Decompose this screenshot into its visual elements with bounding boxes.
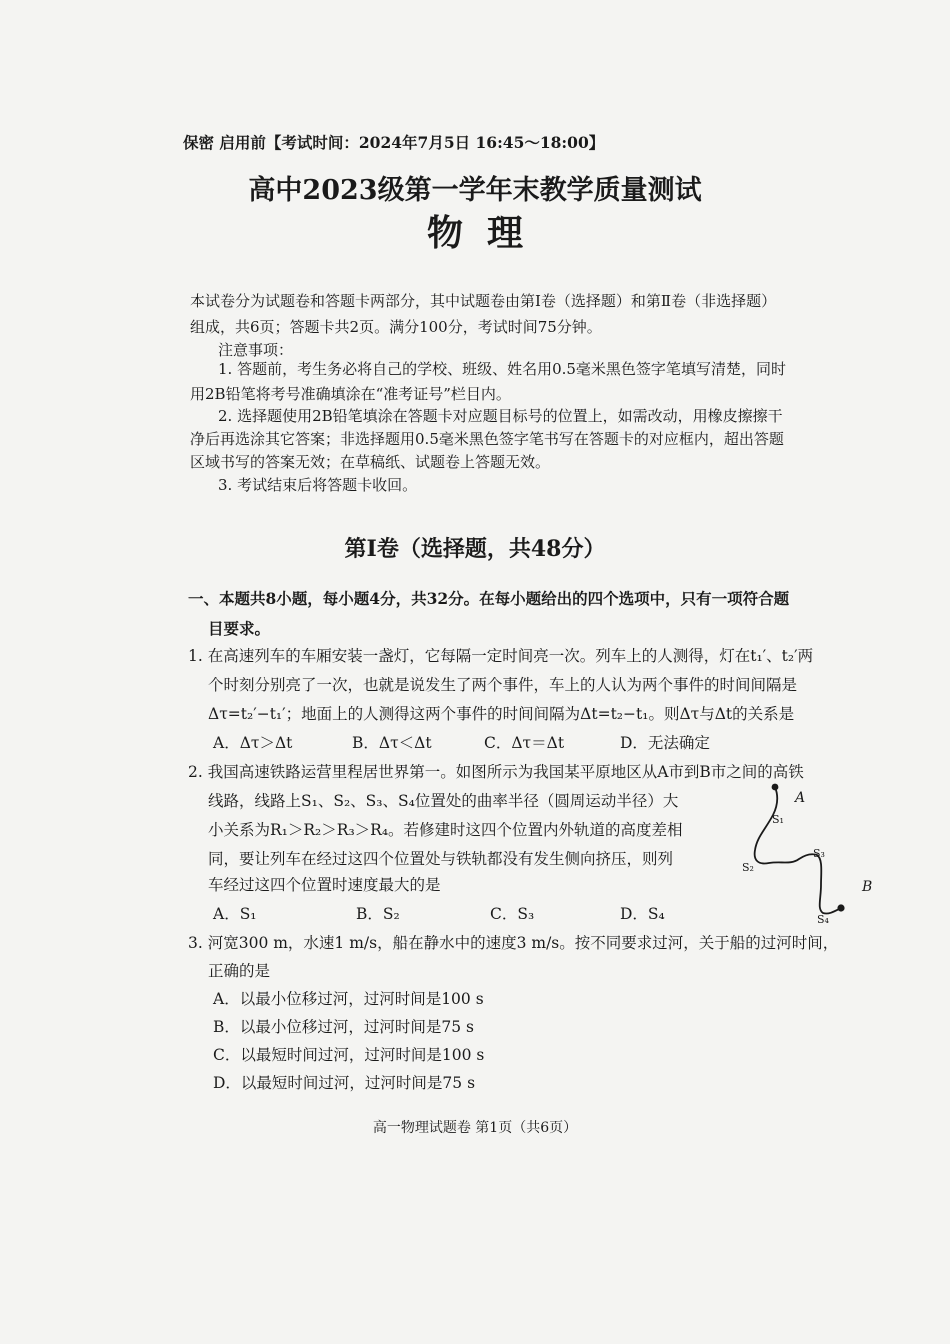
question-1-option-c: C．Δτ＝Δt [484,734,565,752]
intro-line-1: 本试卷分为试题卷和答题卡两部分，其中试题卷由第Ⅰ卷（选择题）和第Ⅱ卷（非选择题） [190,292,777,310]
question-2-line-1: 2. 我国高速铁路运营里程居世界第一。如图所示为我国某平原地区从A市到B市之间的高铁 [188,763,804,781]
notice-2-line-1: 2. 选择题使用2B铅笔填涂在答题卡对应题目标号的位置上，如需改动，用橡皮擦擦干 [218,407,783,425]
part-1-instructions-line-2: 目要求。 [208,619,271,638]
part-1-instructions-line-1: 一、本题共8小题，每小题4分，共32分。在每小题给出的四个选项中，只有一项符合题 [188,589,790,608]
label-s1: S₁ [772,813,784,826]
question-2-line-3: 小关系为R₁＞R₂＞R₃＞R₄。若修建时这四个位置内外轨道的高度差相 [208,821,683,839]
intro-line-2: 组成，共6页；答题卡共2页。满分100分，考试时间75分钟。 [190,318,602,336]
question-2-line-5: 车经过这四个位置时速度最大的是 [208,876,441,894]
question-2-line-4: 同，要让列车在经过这四个位置处与铁轨都没有发生侧向挤压，则列 [208,850,674,868]
notice-1-line-1: 1. 答题前，考生务必将自己的学校、班级、姓名用0.5毫米黑色签字笔填写清楚，同时 [218,360,786,378]
question-1-line-3: Δτ=t₂′−t₁′；地面上的人测得这两个事件的时间间隔为Δt=t₂−t₁。则Δτ与Δt的关系是 [208,705,795,723]
label-s4: S₄ [817,913,829,925]
question-2-option-b: B．S₂ [356,905,400,923]
page-footer: 高一物理试题卷 第1页（共6页） [372,1120,578,1136]
question-2-option-a: A．S₁ [213,905,257,923]
question-1-line-1: 1. 在高速列车的车厢安装一盏灯，它每隔一定时间亮一次。列车上的人测得，灯在t₁′、t₂′两 [188,647,814,665]
notice-2-line-3: 区域书写的答案无效；在草稿纸、试题卷上答题无效。 [190,453,551,471]
notice-1-line-2: 用2B铅笔将考号准确填涂在“准考证号”栏目内。 [190,385,511,403]
question-3-option-b: B．以最小位移过河，过河时间是75 s [213,1018,474,1036]
question-3-option-d: D．以最短时间过河，过河时间是75 s [213,1074,476,1092]
question-3-line-2: 正确的是 [208,962,271,980]
question-1-option-a: A．Δτ＞Δt [213,734,293,752]
label-a: A [795,790,806,806]
question-3-line-1: 3. 河宽300 m，水速1 m/s，船在静水中的速度3 m/s。按不同要求过河，关于船的过河时间， [188,934,839,952]
notice-heading: 注意事项： [218,341,294,359]
notice-2-line-2: 净后再选涂其它答案；非选择题用0.5毫米黑色签字笔书写在答题卡的对应框内，超出答题 [190,430,784,448]
label-s2: S₂ [742,861,754,874]
question-2-line-2: 线路，线路上S₁、S₂、S₃、S₄位置处的曲率半径（圆周运动半径）大 [208,792,679,810]
question-1-option-d: D．无法确定 [620,734,710,752]
question-3-option-a: A．以最小位移过河，过河时间是100 s [213,990,484,1008]
city-a-dot [772,784,779,791]
subject-title: 物理 [426,212,547,254]
exam-title: 高中2023级第一学年末教学质量测试 [248,175,702,206]
label-s3: S₃ [813,847,825,860]
notice-3: 3. 考试结束后将答题卡收回。 [218,476,418,494]
question-2-option-d: D．S₄ [620,905,665,923]
railway-route-diagram [735,775,885,925]
label-b: B [862,879,873,895]
question-1-option-b: B．Δτ＜Δt [352,734,432,752]
confidential-notice: 保密 启用前【考试时间：2024年7月5日 16:45～18:00】 [183,133,605,152]
city-b-dot [837,904,844,911]
question-3-option-c: C．以最短时间过河，过河时间是100 s [213,1046,485,1064]
question-1-line-2: 个时刻分别亮了一次，也就是说发生了两个事件，车上的人认为两个事件的时间间隔是 [208,676,798,694]
question-2-option-c: C．S₃ [490,905,535,923]
section-heading: 第Ⅰ卷（选择题，共48分） [344,536,606,562]
